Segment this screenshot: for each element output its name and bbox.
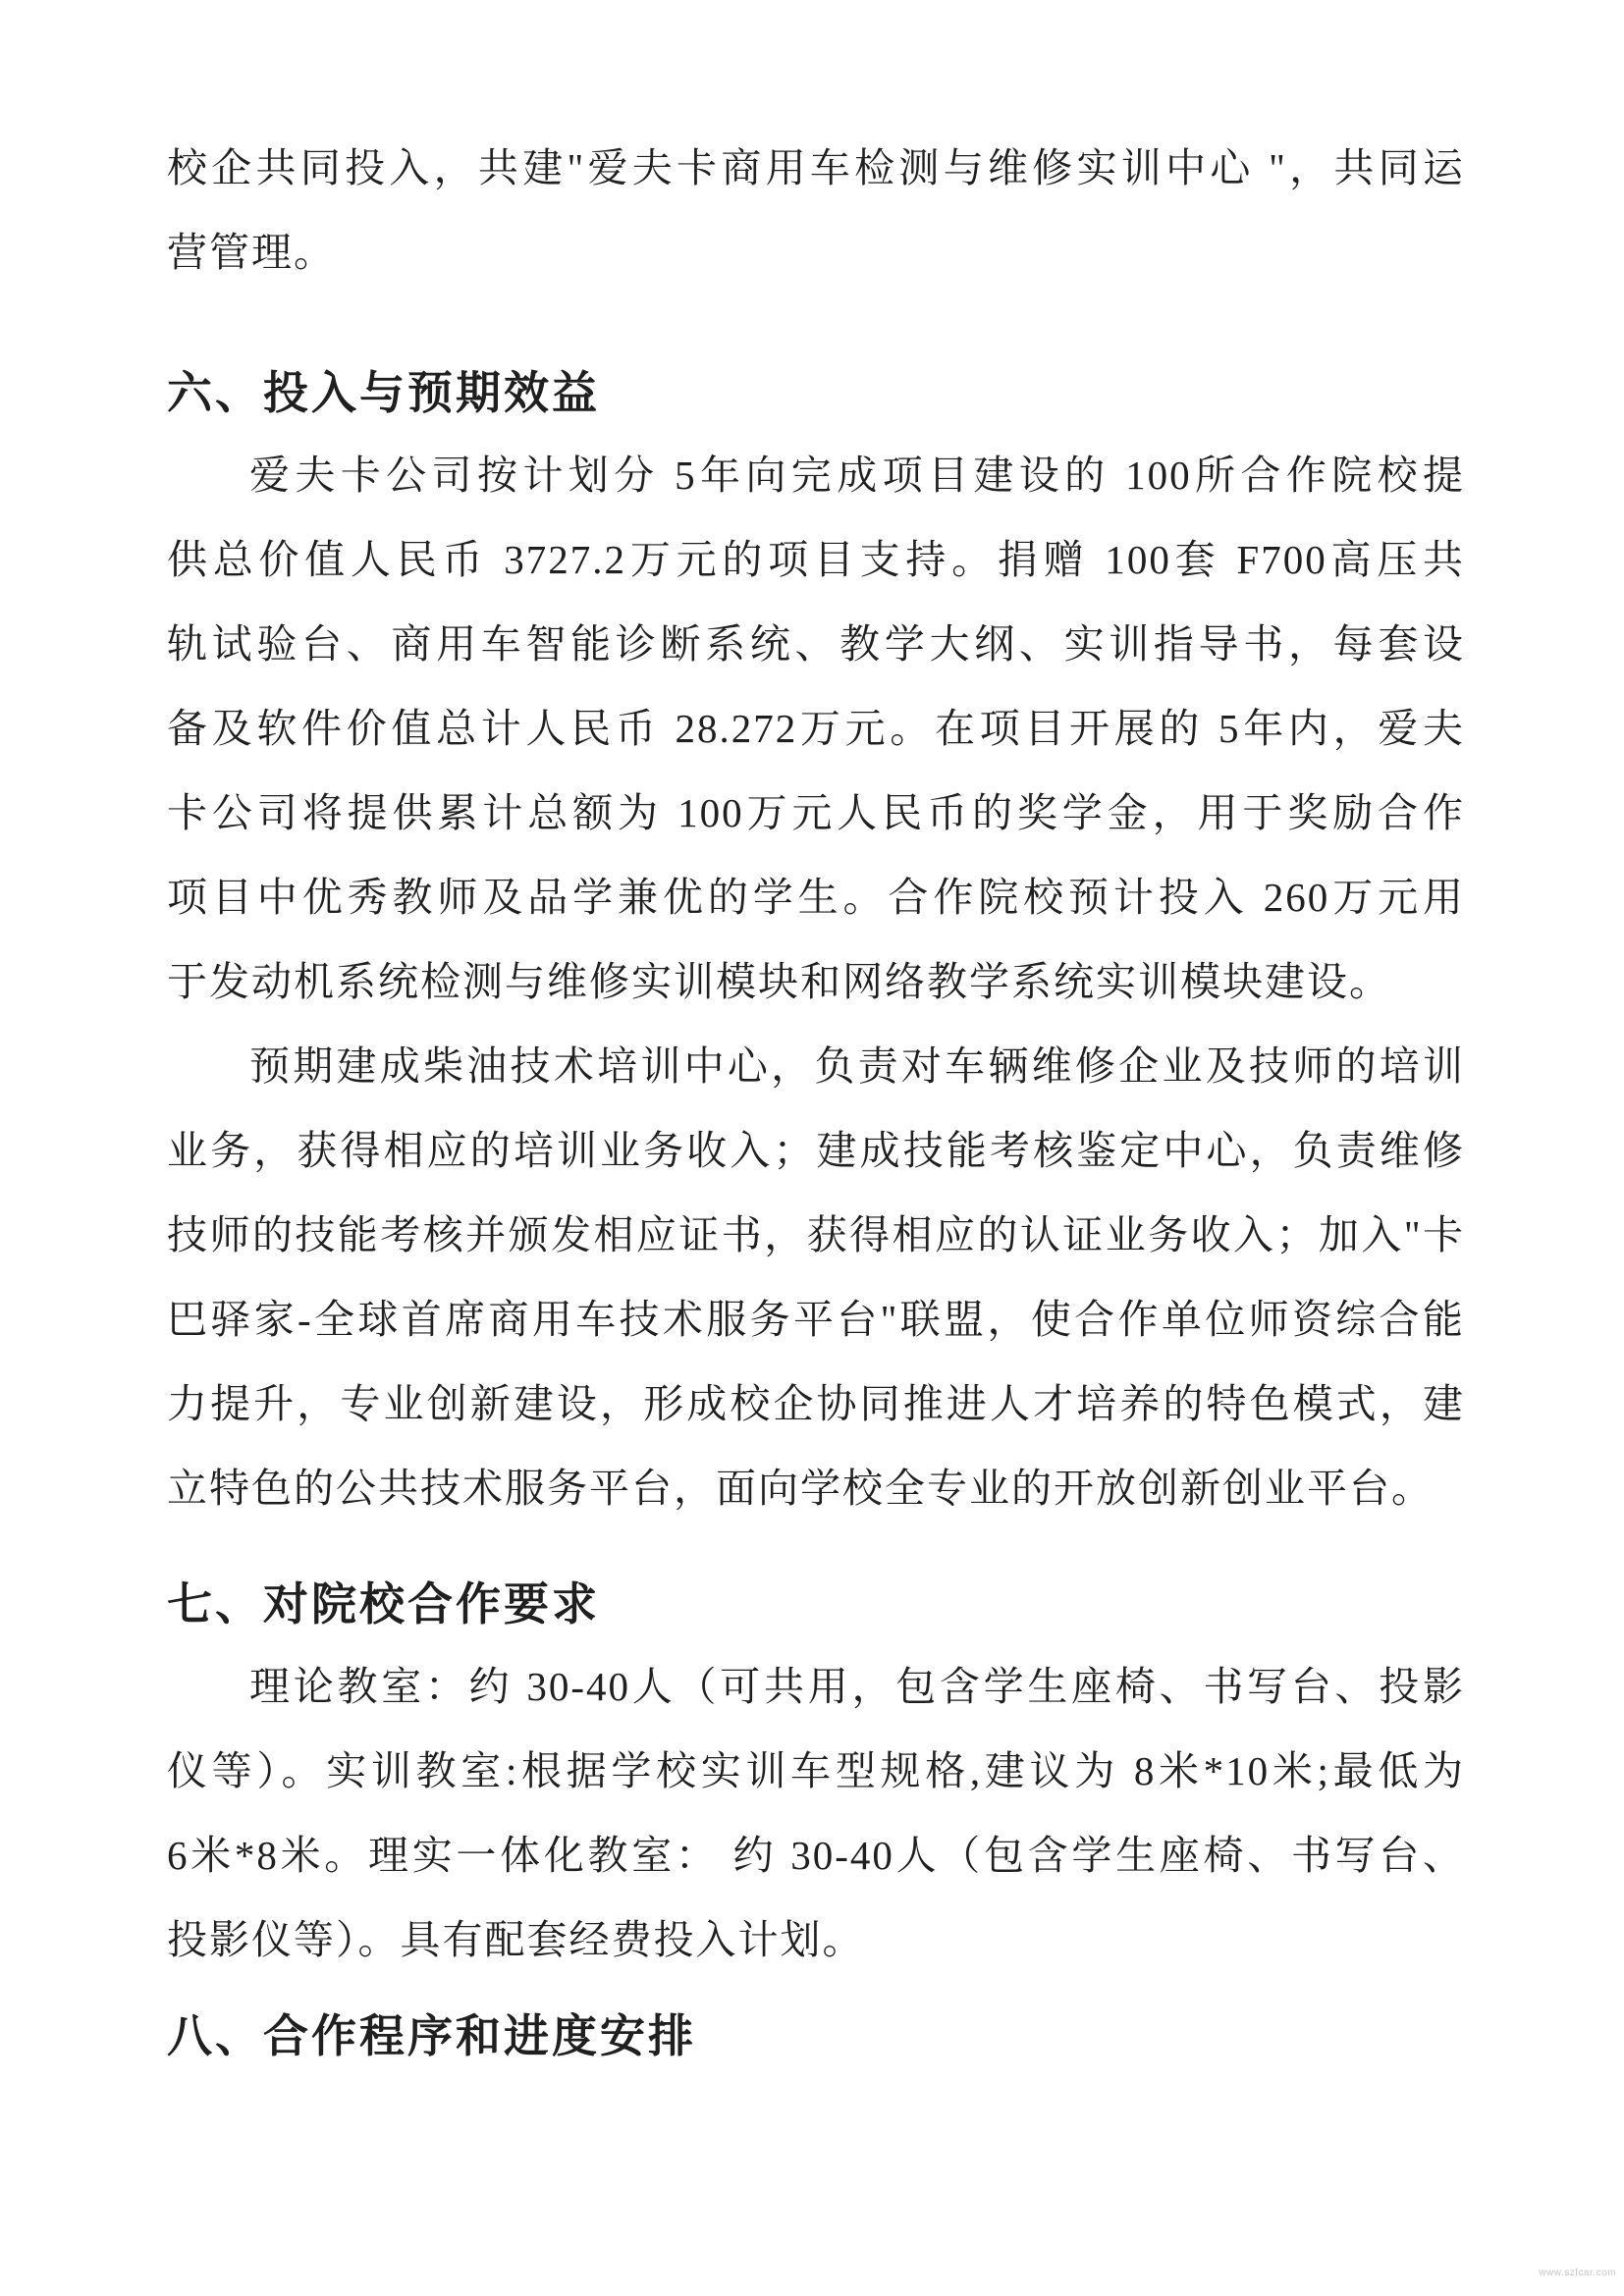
text-line: 于发动机系统检测与维修实训模块和网络教学系统实训模块建设。: [167, 959, 1391, 1004]
watermark: www.szfcar.com: [1539, 2268, 1616, 2278]
text-line: 投影仪等）。具有配套经费投入计划。: [167, 1917, 865, 1962]
text-line: 技师的技能考核并颁发相应证书，获得相应的认证业务收入；加入"卡: [167, 1212, 1465, 1257]
text-line: 供总价值人民币 3727.2万元的项目支持。捐赠 100套 F700高压共: [167, 537, 1465, 582]
text-line: 爱夫卡公司按计划分 5年向完成项目建设的 100所合作院校提: [249, 453, 1465, 498]
text-line: 预期建成柴油技术培训中心，负责对车辆维修企业及技师的培训: [249, 1043, 1465, 1089]
text-line: 6米*8米。理实一体化教室： 约 30-40人（包含学生座椅、书写台、: [167, 1833, 1465, 1878]
text-line: 卡公司将提供累计总额为 100万元人民币的奖学金，用于奖励合作: [167, 790, 1465, 835]
text-line: 校企共同投入，共建"爱夫卡商用车检测与维修实训中心 "，共同运: [167, 145, 1465, 190]
text-line: 力提升，专业创新建设，形成校企协同推进人才培养的特色模式，建: [167, 1381, 1465, 1426]
document-body: [167, 137, 1465, 2088]
heading-section-seven: 七、对院校合作要求: [167, 1578, 600, 1629]
text-line: 轨试验台、商用车智能诊断系统、教学大纲、实训指导书，每套设: [167, 621, 1465, 667]
heading-section-eight: 八、合作程序和进度安排: [167, 2010, 696, 2061]
text-line: 巴驿家-全球首席商用车技术服务平台"联盟，使合作单位师资综合能: [167, 1297, 1465, 1342]
text-line: 营管理。: [167, 230, 336, 275]
text-line: 立特色的公共技术服务平台，面向学校全专业的开放创新创业平台。: [167, 1466, 1434, 1511]
text-line: 业务，获得相应的培训业务收入；建成技能考核鉴定中心，负责维修: [167, 1128, 1465, 1173]
text-line: 项目中优秀教师及品学兼优的学生。合作院校预计投入 260万元用: [167, 875, 1465, 920]
heading-section-six: 六、投入与预期效益: [167, 367, 600, 418]
text-line: 备及软件价值总计人民币 28.272万元。在项目开展的 5年内，爱夫: [167, 706, 1465, 751]
text-line: 理论教室：约 30-40人（可共用，包含学生座椅、书写台、投影: [249, 1664, 1465, 1709]
text-line: 仪等）。实训教室:根据学校实训车型规格,建议为 8米*10米;最低为: [167, 1748, 1465, 1793]
